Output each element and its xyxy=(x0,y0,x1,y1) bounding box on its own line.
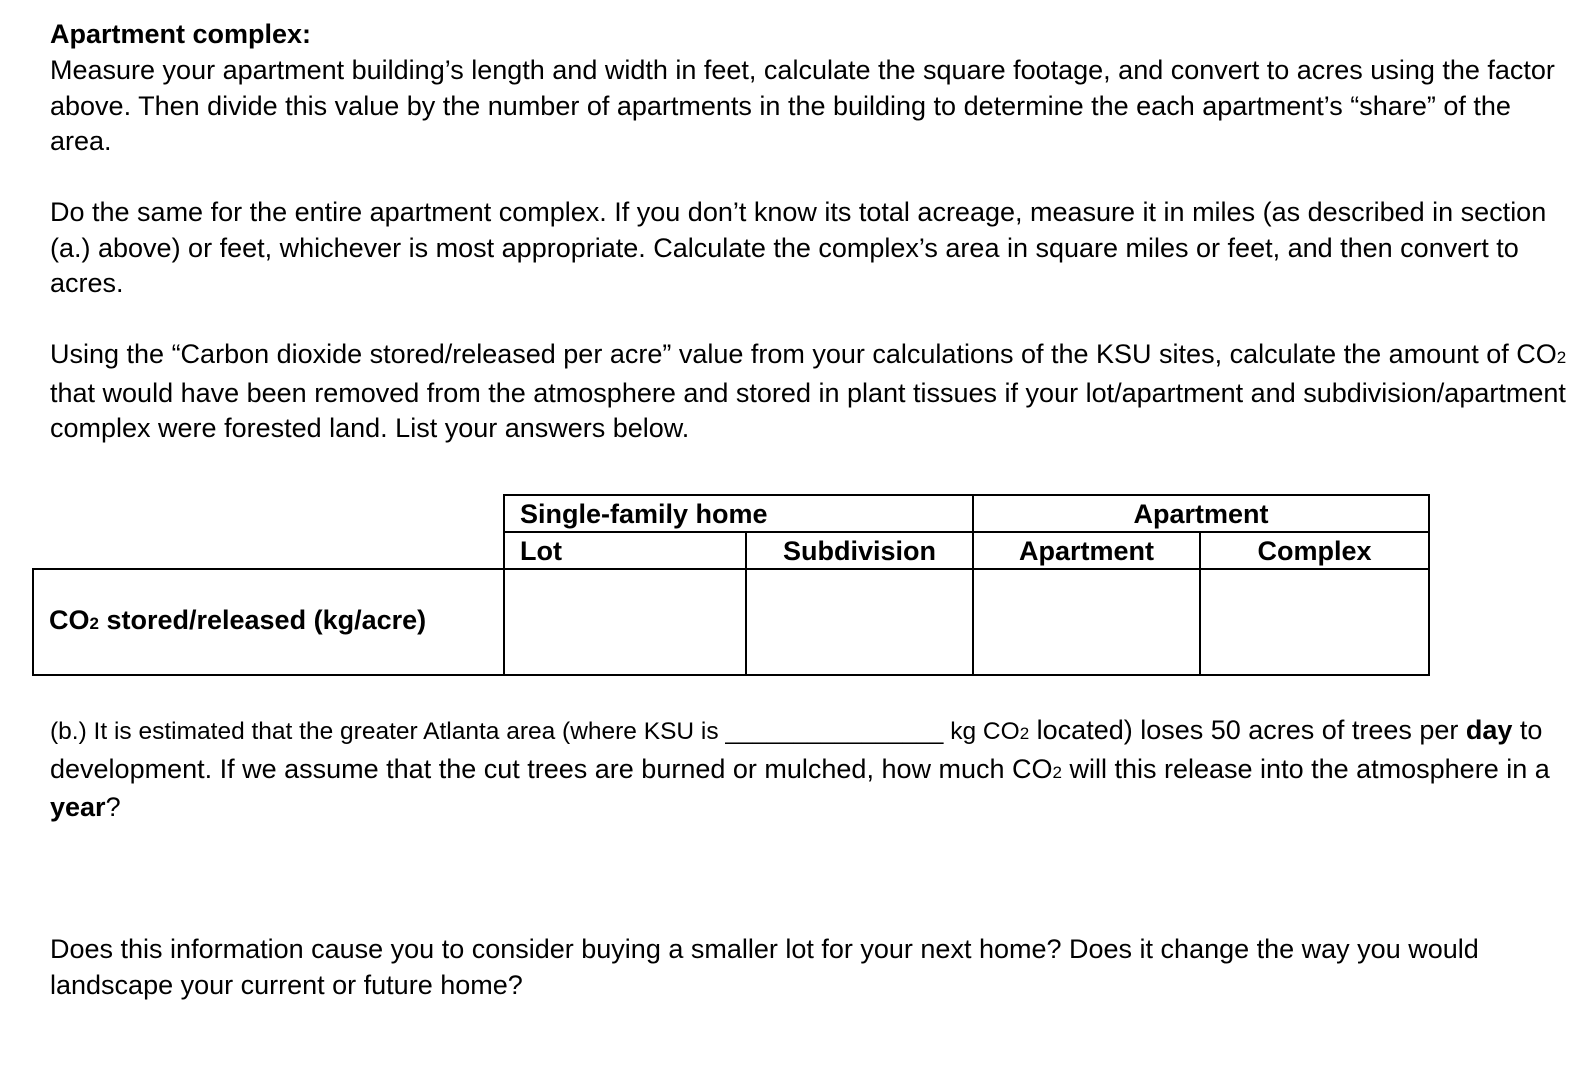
row-label-co2-stored xyxy=(33,569,504,675)
section-heading: Apartment complex: xyxy=(50,19,312,49)
para3-text-1: Using the “Carbon dioxide stored/released per acre” value from your calculations of the KSU sites, calculate the amount of CO xyxy=(50,339,1557,369)
row-label-suffix: stored/released (kg/acre) xyxy=(98,605,427,635)
para-b-text-1: (b.) It is estimated that the greater Atlanta area (where KSU is ________________ kg CO xyxy=(50,718,1020,745)
header-apartment-group: Apartment xyxy=(973,495,1429,532)
para-b-text-3: to development. If we assume that the cut trees are burned or mulched, how much CO xyxy=(50,715,1543,784)
column-header-apartment: Apartment xyxy=(973,532,1200,569)
cell-apartment-value[interactable] xyxy=(973,569,1200,675)
reflection-question-paragraph: Does this information cause you to consider buying a smaller lot for your next home? Does it change the way you would landscape your current or future home? xyxy=(50,934,1479,1000)
cell-complex-value[interactable] xyxy=(1200,569,1429,675)
column-header-subdivision: Subdivision xyxy=(746,532,973,569)
header-single-family-home: Single-family home xyxy=(504,495,973,532)
para3-text-2: that would have been removed from the atmosphere and stored in plant tissues if your lot/apartment and subdivision/apartment complex were forested land. List your answers below. xyxy=(50,377,1566,443)
instructions-paragraph-co2 xyxy=(50,337,1575,447)
para-b-subscript-1: 2 xyxy=(1019,724,1030,743)
table-row xyxy=(33,569,1429,675)
cell-lot-value[interactable] xyxy=(504,569,746,675)
para-b-text-5: ? xyxy=(105,792,121,822)
co2-results-table xyxy=(32,494,1430,676)
question-b-paragraph xyxy=(50,713,1575,826)
co2-subscript: 2 xyxy=(1556,348,1567,367)
para-b-bold-year: year xyxy=(50,792,106,822)
para-b-subscript-2: 2 xyxy=(1052,762,1062,782)
instructions-paragraph-complex: Do the same for the entire apartment complex. If you don’t know its total acreage, measure it in miles (as described in section (a.) above) or feet, whichever is most appropriate. Calculate the complex’s area in square miles or feet, and then convert to acres. xyxy=(50,197,1547,298)
row-label-prefix: CO xyxy=(49,605,90,635)
para-b-bold-day: day xyxy=(1465,715,1513,745)
para-b-text-2: located) loses 50 acres of trees per xyxy=(1029,715,1466,745)
cell-subdivision-value[interactable] xyxy=(746,569,973,675)
table-empty-corner xyxy=(33,495,504,569)
row-label-subscript: 2 xyxy=(89,614,99,633)
column-header-lot: Lot xyxy=(504,532,746,569)
para-b-text-4: will this release into the atmosphere in a xyxy=(1061,753,1550,784)
column-header-complex: Complex xyxy=(1200,532,1429,569)
instructions-paragraph-building: Measure your apartment building’s length and width in feet, calculate the square footage, and convert to acres using the factor above. Then divide this value by the number of apartments in the building to determine the each apartment’s “share” of the area. xyxy=(50,55,1555,156)
